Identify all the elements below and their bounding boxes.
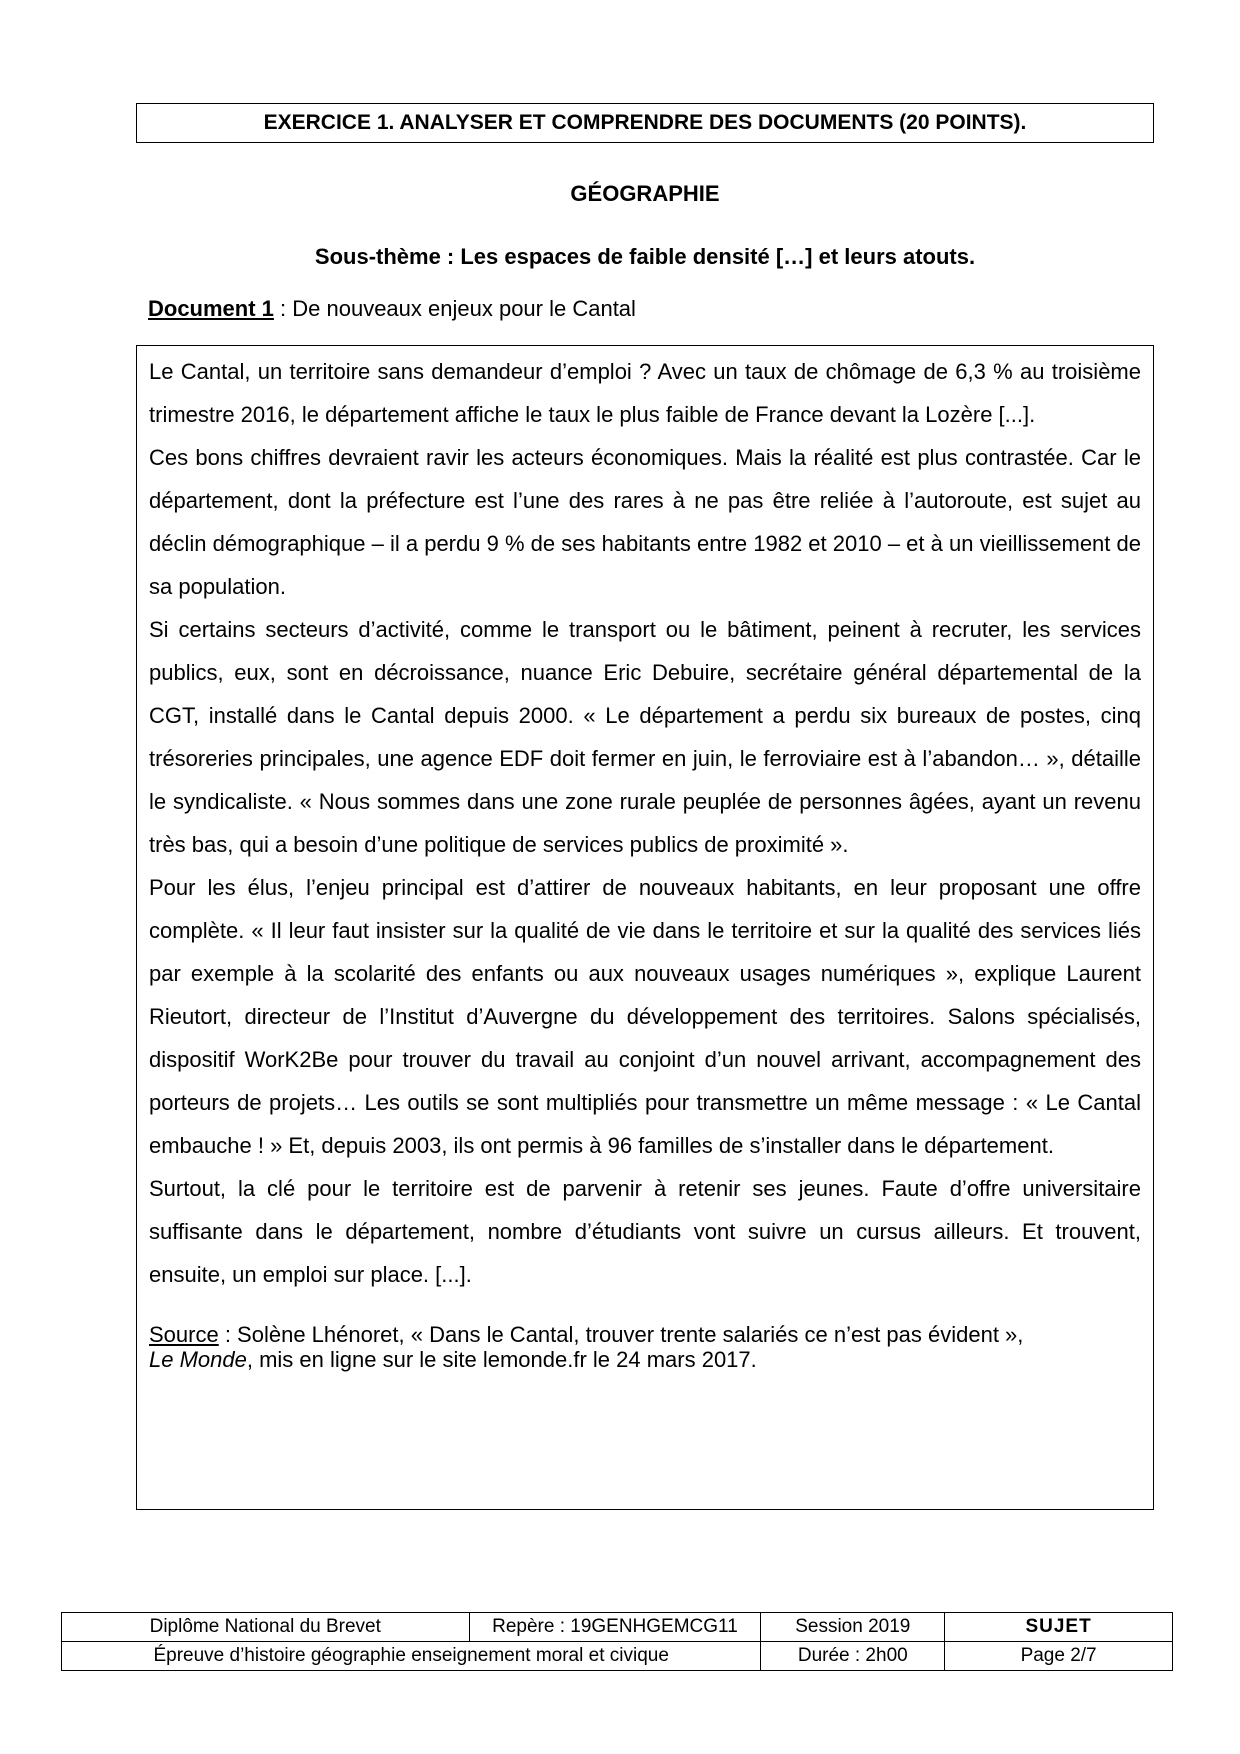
document-title: : De nouveaux enjeux pour le Cantal — [273, 296, 636, 321]
source-label: Source — [149, 1322, 219, 1347]
footer-session: Session 2019 — [761, 1613, 945, 1642]
source-publication-rest: , mis en ligne sur le site lemonde.fr le 24 mars 2017. — [246, 1347, 757, 1372]
document-text — [149, 350, 1141, 1296]
exercise-title-box — [136, 103, 1154, 143]
source-publication: Le Monde — [149, 1347, 247, 1372]
paragraph-4: Pour les élus, l’enjeu principal est d’attirer de nouveaux habitants, en leur proposant une offre complète. « Il leur faut insister sur la qualité de vie dans le territoire et sur la qualité des services liés par exemple à la scolarité des enfants ou aux nouveaux usages numériques », explique Laurent Rieutort, directeur de l’Institut d’Auvergne du développement des territoires. Salons spécialisés, dispositif WorK2Be pour trouver du travail au conjoint d’un nouvel arrivant, accompagnement des porteurs de projets… Les outils se sont multipliés pour transmettre un même message : « Le Cantal embauche ! » Et, depuis 2003, ils ont permis à 96 familles de s’installer dans le département. — [149, 875, 1141, 1158]
exercise-title: EXERCICE 1. ANALYSER ET COMPRENDRE DES DOCUMENTS (20 POINTS). — [263, 111, 1027, 134]
document-source — [149, 1322, 1141, 1372]
footer-sujet: SUJET — [945, 1613, 1173, 1642]
footer-row — [62, 1642, 1173, 1671]
paragraph-1: Le Cantal, un territoire sans demandeur d’emploi ? Avec un taux de chômage de 6,3 % au troisième trimestre 2016, le département affiche le taux le plus faible de France devant la Lozère [...]. — [149, 359, 1141, 427]
source-text: : Solène Lhénoret, « Dans le Cantal, trouver trente salariés ce n’est pas évident », — [218, 1322, 1024, 1347]
document-heading — [148, 296, 636, 322]
paragraph-5: Surtout, la clé pour le territoire est de parvenir à retenir ses jeunes. Faute d’offre universitaire suffisante dans le département, nombre d’étudiants vont suivre un cursus ailleurs. Et trouvent, ensuite, un emploi sur place. [...]. — [149, 1176, 1141, 1287]
subject-title: GÉOGRAPHIE — [570, 181, 720, 206]
paragraph-2: Ces bons chiffres devraient ravir les acteurs économiques. Mais la réalité est plus contrastée. Car le département, dont la préfecture est l’une des rares à ne pas être reliée à l’autoroute, est sujet au déclin démographique – il a perdu 9 % de ses habitants entre 1982 et 2010 – et à un vieillissement de sa population. — [149, 445, 1141, 599]
footer-row — [62, 1613, 1173, 1642]
footer-diploma: Diplôme National du Brevet — [62, 1613, 470, 1642]
document-label: Document 1 — [148, 296, 274, 321]
footer-table — [61, 1612, 1173, 1671]
footer-page: Page 2/7 — [945, 1642, 1173, 1671]
footer-exam: Épreuve d’histoire géographie enseignement moral et civique — [62, 1642, 761, 1671]
footer-duration: Durée : 2h00 — [761, 1642, 945, 1671]
paragraph-3: Si certains secteurs d’activité, comme le transport ou le bâtiment, peinent à recruter, les services publics, eux, sont en décroissance, nuance Eric Debuire, secrétaire général départemental de la CGT, installé dans le Cantal depuis 2000. « Le département a perdu six bureaux de postes, cinq trésoreries principales, une agence EDF doit fermer en juin, le ferroviaire est à l’abandon… », détaille le syndicaliste. « Nous sommes dans une zone rurale peuplée de personnes âgées, ayant un revenu très bas, qui a besoin d’une politique de services publics de proximité ». — [149, 617, 1141, 857]
footer-reference: Repère : 19GENHGEMCG11 — [469, 1613, 761, 1642]
subtheme-title: Sous-thème : Les espaces de faible densité […] et leurs atouts. — [314, 244, 976, 269]
document-box — [136, 345, 1154, 1510]
